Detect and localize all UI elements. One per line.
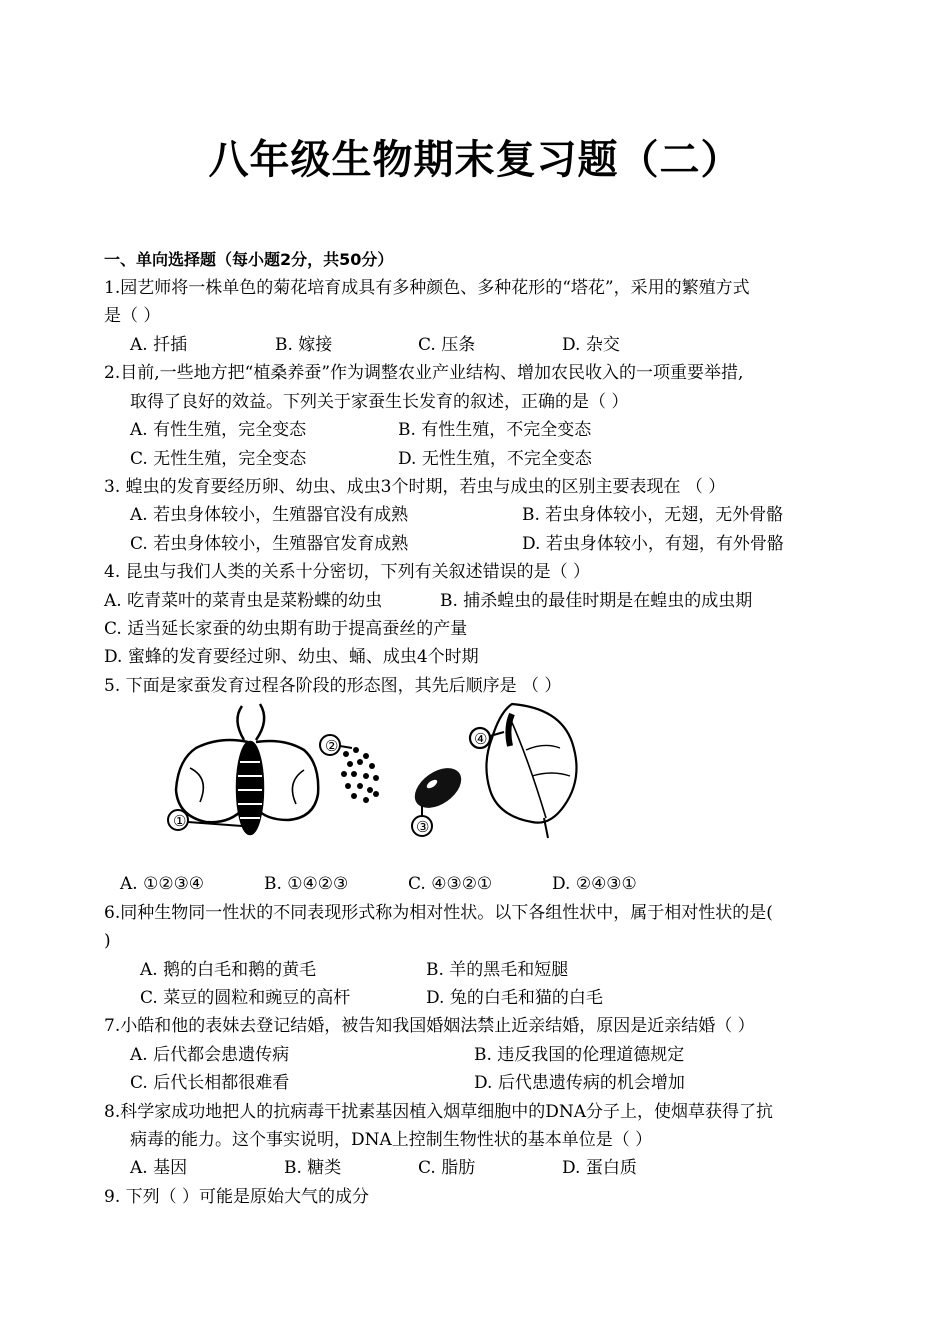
q7-stem: 7.小皓和他的表妹去登记结婚，被告知我国婚姻法禁止近亲结婚，原因是近亲结婚（ ） — [104, 1016, 755, 1036]
q3-option-a: A. 若虫身体较小，生殖器官没有成熟 — [130, 505, 409, 525]
q7-option-b: B. 违反我国的伦理道德规定 — [474, 1045, 685, 1065]
q3-option-b: B. 若虫身体较小，无翅，无外骨骼 — [522, 505, 784, 525]
q6-option-c: C. 菜豆的圆粒和豌豆的高杆 — [140, 988, 351, 1008]
eggs-illustration — [341, 747, 379, 803]
figure-label-3: ③ — [416, 818, 430, 836]
q5-stem: 5. 下面是家蚕发育过程各阶段的形态图，其先后顺序是 （ ） — [104, 676, 562, 696]
q3-option-c: C. 若虫身体较小，生殖器官发育成熟 — [130, 534, 409, 554]
q2-option-c: C. 无性生殖，完全变态 — [130, 449, 307, 469]
q4-option-d: D. 蜜蜂的发育要经过卵、幼虫、蛹、成虫4个时期 — [104, 647, 479, 667]
q4-stem: 4. 昆虫与我们人类的关系十分密切，下列有关叙述错误的是（ ） — [104, 562, 591, 582]
q6-stem-line2: ) — [104, 931, 111, 951]
q6-stem-line1: 6.同种生物同一性状的不同表现形式称为相对性状。以下各组性状中，属于相对性状的是( — [104, 903, 773, 923]
page-title: 八年级生物期末复习题（二） — [208, 137, 742, 183]
q8-option-d: D. 蛋白质 — [562, 1158, 637, 1178]
silkworm-life-cycle-figure — [160, 698, 590, 848]
q8-option-a: A. 基因 — [130, 1158, 188, 1178]
q5-option-d: D. ②④③① — [552, 874, 637, 894]
q4-option-a: A. 吃青菜叶的菜青虫是菜粉蝶的幼虫 — [104, 591, 383, 611]
q2-option-b: B. 有性生殖，不完全变态 — [398, 420, 592, 440]
q8-option-c: C. 脂肪 — [418, 1158, 476, 1178]
figure-label-2: ② — [325, 737, 339, 755]
q7-option-c: C. 后代长相都很难看 — [130, 1073, 290, 1093]
q8-stem-line2: 病毒的能力。这个事实说明，DNA上控制生物性状的基本单位是（ ） — [130, 1130, 653, 1150]
q2-option-a: A. 有性生殖，完全变态 — [130, 420, 307, 440]
figure-label-1: ① — [173, 812, 187, 830]
q5-option-a: A. ①②③④ — [120, 874, 205, 894]
q5-option-b: B. ①④②③ — [264, 874, 349, 894]
q1-stem-line1: 1.园艺师将一株单色的菊花培育成具有多种颜色、多种花形的“塔花”，采用的繁殖方式 — [104, 278, 750, 298]
figure-label-4: ④ — [474, 730, 488, 748]
q4-option-c: C. 适当延长家蚕的幼虫期有助于提高蚕丝的产量 — [104, 619, 468, 639]
q9-stem: 9. 下列（ ）可能是原始大气的成分 — [104, 1187, 370, 1207]
q1-option-a: A. 扦插 — [130, 335, 188, 355]
q3-stem: 3. 蝗虫的发育要经历卵、幼虫、成虫3个时期，若虫与成虫的区别主要表现在 （ ） — [104, 477, 726, 497]
q6-option-b: B. 羊的黑毛和短腿 — [426, 960, 569, 980]
section-heading: 一、单向选择题（每小题2分，共50分） — [104, 250, 394, 269]
q3-option-d: D. 若虫身体较小，有翅，有外骨骼 — [522, 534, 784, 554]
q4-option-b: B. 捕杀蝗虫的最佳时期是在蝗虫的成虫期 — [440, 591, 753, 611]
q1-option-d: D. 杂交 — [562, 335, 620, 355]
q2-stem-line1: 2.目前,一些地方把“植桑养蚕”作为调整农业产业结构、增加农民收入的一项重要举措, — [104, 363, 744, 383]
q6-option-a: A. 鹅的白毛和鹅的黄毛 — [140, 960, 317, 980]
q1-option-c: C. 压条 — [418, 335, 476, 355]
moth-illustration — [168, 704, 318, 834]
q5-option-c: C. ④③②① — [408, 874, 493, 894]
q6-option-d: D. 兔的白毛和猫的白毛 — [426, 988, 603, 1008]
q7-option-a: A. 后代都会患遗传病 — [130, 1045, 290, 1065]
q1-option-b: B. 嫁接 — [275, 335, 333, 355]
q2-stem-line2: 取得了良好的效益。下列关于家蚕生长发育的叙述，正确的是（ ） — [130, 392, 629, 412]
larva-on-leaf-illustration — [470, 704, 577, 838]
q1-stem-line2: 是（ ） — [104, 306, 161, 326]
q2-option-d: D. 无性生殖，不完全变态 — [398, 449, 592, 469]
q8-stem-line1: 8.科学家成功地把人的抗病毒干扰素基因植入烟草细胞中的DNA分子上，使烟草获得了抗 — [104, 1102, 773, 1122]
q8-option-b: B. 糖类 — [284, 1158, 342, 1178]
q7-option-d: D. 后代患遗传病的机会增加 — [474, 1073, 685, 1093]
